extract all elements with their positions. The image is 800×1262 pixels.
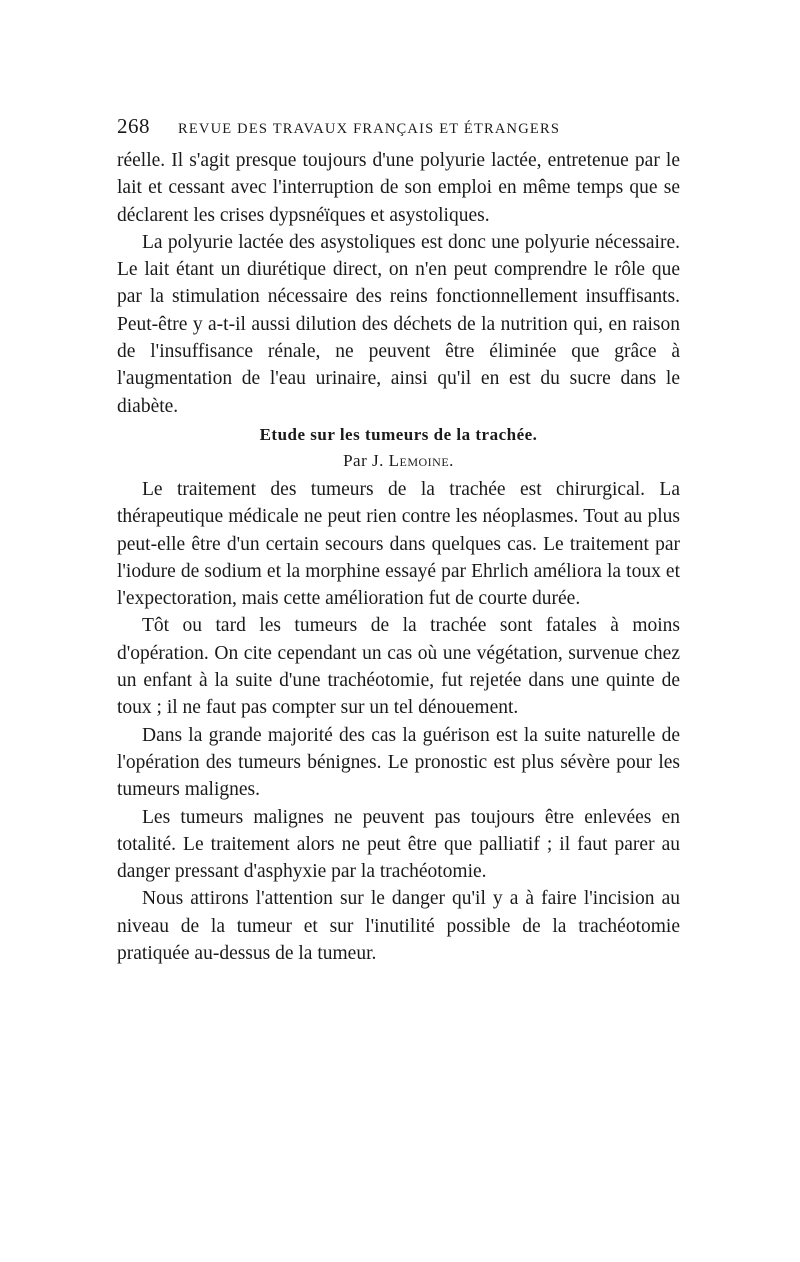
article-paragraph: Tôt ou tard les tumeurs de la trachée sont fatales à moins d'opération. On cite cependant un cas où une végétation, survenue chez un enfant à la suite d'une trachéotomie, fut rejetée dans une quinte de toux ; il ne faut pas compter sur un tel dénouement.: [117, 615, 680, 719]
page-number: 268: [117, 114, 150, 138]
paragraph: La polyurie lactée des asystoliques est donc une polyurie nécessaire. Le lait étant un diurétique direct, on n'en peut comprendre le rôle que par la stimulation nécessaire des reins fonctionnellement insuffisants. Peut-être y a-t-il aussi dilution des déchets de la nutrition qui, en raison de l'insuffisance rénale, ne peuvent être éliminée que grâce à l'augmentation de l'eau urinaire, ainsi qu'il en est du sucre dans le diabète.: [117, 231, 680, 417]
author-name: Lemoine.: [388, 450, 454, 470]
article-paragraph: Les tumeurs malignes ne peuvent pas toujours être enlevées en totalité. Le traitement alors ne peut être que palliatif ; il faut parer au danger pressant d'asphyxie par la trachéotomie.: [117, 806, 680, 883]
article-paragraph: Dans la grande majorité des cas la guérison est la suite naturelle de l'opération des tumeurs bénignes. Le pronostic est plus sévère pour les tumeurs malignes.: [117, 724, 680, 801]
article-author: [117, 448, 680, 474]
article-paragraph: Le traitement des tumeurs de la trachée est chirurgical. La thérapeutique médicale ne peut rien contre les néoplasmes. Tout au plus peut-elle être d'un certain secours dans quelques cas. Le traitement par l'iodure de sodium et la morphine essayé par Ehrlich améliora la toux et l'expectoration, mais cette amélioration fut de courte durée.: [117, 478, 680, 610]
article-paragraph: Nous attirons l'attention sur le danger qu'il y a à faire l'incision au niveau de la tumeur et sur l'inutilité possible de la trachéotomie pratiquée au-dessus de la tumeur.: [117, 888, 680, 965]
body-text: [117, 147, 680, 967]
author-prefix: Par J.: [343, 450, 389, 470]
article-title: Etude sur les tumeurs de la trachée.: [259, 424, 538, 444]
running-title: REVUE DES TRAVAUX FRANÇAIS ET ÉTRANGERS: [178, 121, 561, 137]
running-header: [117, 114, 680, 139]
paragraph-continued: réelle. Il s'agit presque toujours d'une polyurie lactée, entretenue par le lait et cessant avec l'interruption de son emploi en même temps que se déclarent les crises dypsnéïques et asystoliques.: [117, 150, 680, 226]
